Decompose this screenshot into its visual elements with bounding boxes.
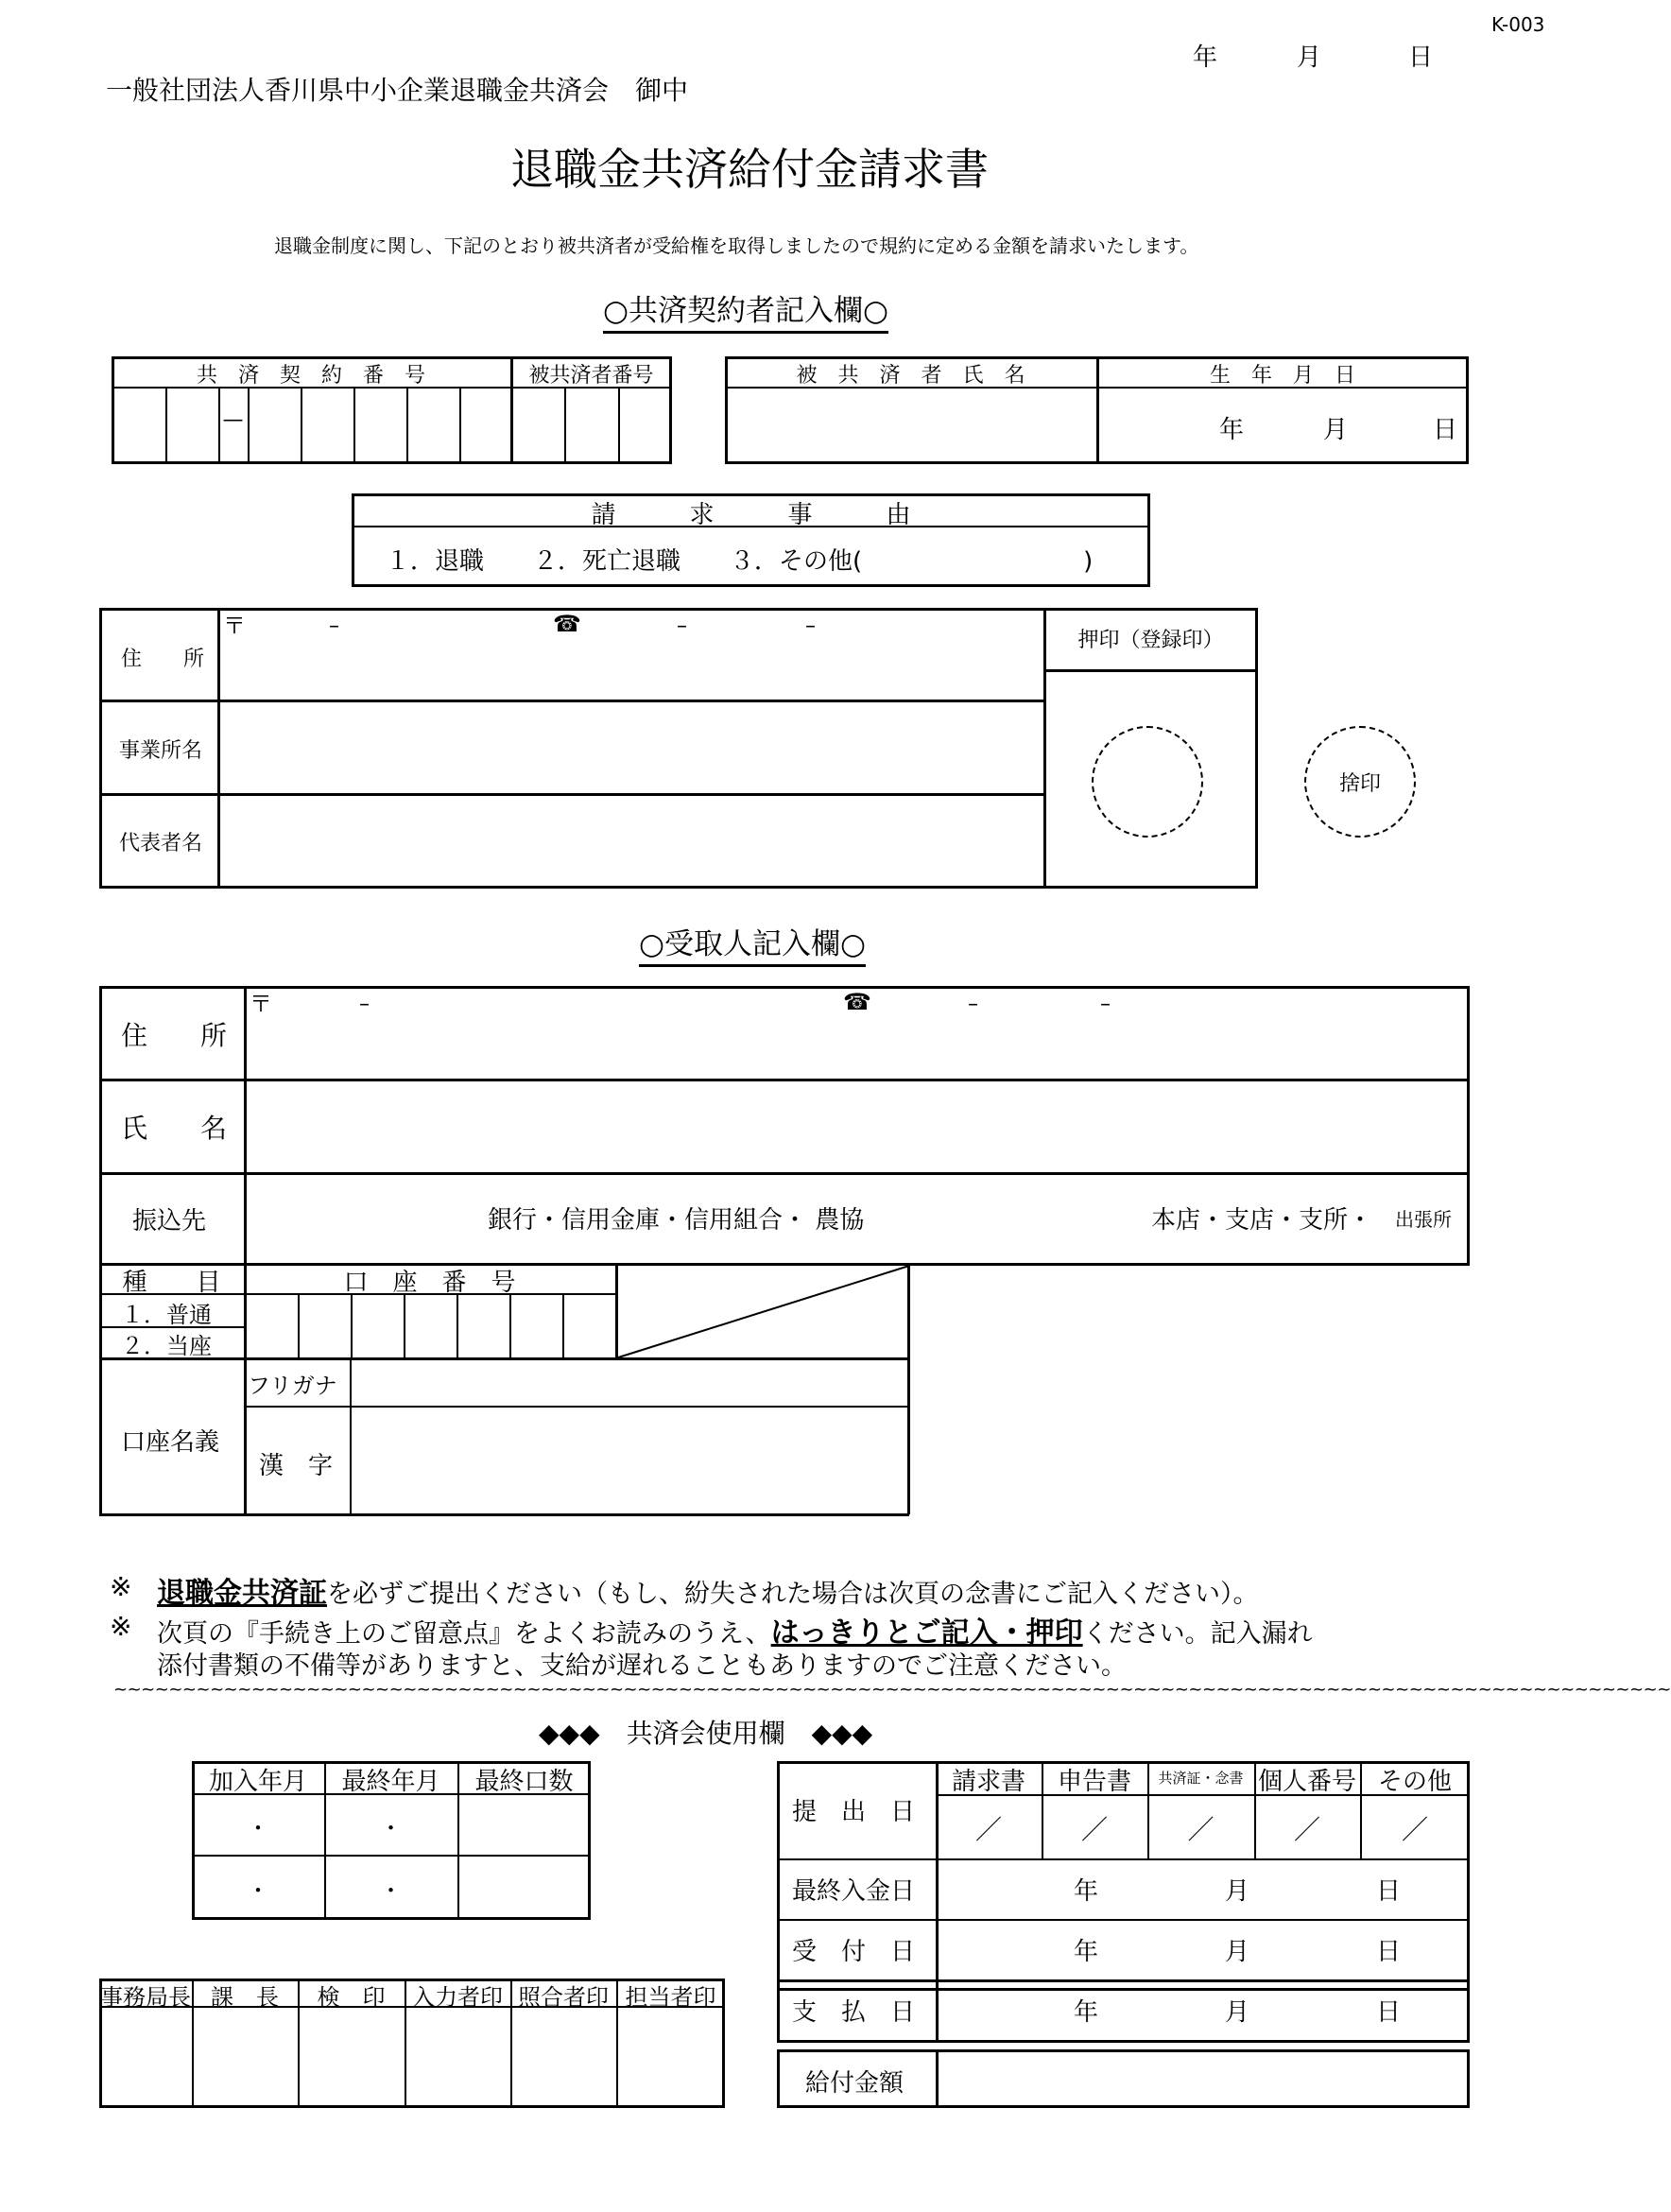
note-1-rest: を必ずご提出ください（もし、紛失された場合は次頁の念書にご記入ください）。 [327,1580,1259,1609]
insured-no-label: 被共済者番号 [528,364,654,388]
submit-header-claim: 請求書 [951,1768,1025,1796]
birth-month-label: 月 [1323,416,1349,444]
registered-seal-circle[interactable] [1092,726,1203,838]
office-name-label: 事業所名 [119,739,203,763]
last-units-label: 最終口数 [474,1768,574,1796]
note-2-pre: 次頁の『手続き上のご留意点』をよくお読みのうえ、 [157,1619,771,1649]
representative-label: 代表者名 [119,832,203,855]
submit-header-mynumber: 個人番号 [1257,1768,1356,1796]
transfer-label: 振込先 [132,1207,207,1236]
branch-small[interactable]: 出張所 [1395,1208,1452,1231]
birth-date-label: 生 年 月 日 [1209,364,1355,388]
slash-other: ／ [1401,1814,1428,1845]
received-year: 年 [1074,1938,1099,1966]
insured-name-label: 被 共 済 者 氏 名 [796,364,1025,388]
stamp-header-director: 事務局長 [100,1984,191,2011]
last-payment-label: 最終入金日 [792,1877,916,1906]
paid-date-label: 支 払 日 [792,1998,916,2027]
recipient-phone-dash-1: – [968,993,978,1016]
paid-day: 日 [1376,1998,1402,2027]
recipient-section-heading: ○受取人記入欄○ [639,920,866,967]
header-day-label: 日 [1408,43,1434,72]
kind-option-2[interactable]: ２．当座 [121,1333,212,1359]
recipient-name-field[interactable] [250,1083,1464,1168]
received-day: 日 [1376,1938,1402,1966]
contract-no-label: 共 済 契 約 番 号 [196,364,425,388]
benefit-amount-field[interactable] [939,2052,1467,2105]
slash-mynumber: ／ [1293,1814,1320,1845]
slash-report: ／ [1080,1814,1108,1845]
dot: ・ [379,1877,403,1904]
addressee: 一般社団法人香川県中小企業退職金共済会 御中 [106,75,689,106]
recipient-postal-dash: – [359,993,370,1016]
join-month-label: 加入年月 [208,1768,307,1796]
submit-header-certificate: 共済証・念書 [1158,1770,1244,1787]
received-date-label: 受 付 日 [792,1938,916,1966]
dot: ・ [379,1815,403,1841]
form-title: 退職金共済給付金請求書 [510,144,989,195]
header-month-label: 月 [1297,43,1322,72]
seal-label: 押印（登録印） [1077,629,1224,652]
account-number-field[interactable] [246,1295,614,1356]
discard-seal-label: 捨印 [1338,772,1381,796]
note-2-bold: はっきりとご記入・押印 [770,1616,1083,1650]
diagonal-slash [615,1266,909,1358]
holder-label: 口座名義 [121,1428,220,1457]
recipient-postal-mark: 〒 [250,991,272,1017]
contractor-postal-mark: 〒 [223,613,246,639]
intro-text: 退職金制度に関し、下記のとおり被共済者が受給権を取得しましたので規約に定める金額を請求いたします。 [274,234,1199,257]
dot: ・ [247,1877,269,1904]
kind-option-1[interactable]: １．普通 [121,1302,212,1328]
contractor-address-field[interactable] [223,638,1036,695]
furigana-field[interactable] [353,1360,905,1404]
office-section-heading: ◆◆◆ 共済会使用欄 ◆◆◆ [539,1718,873,1749]
note-3: 添付書類の不備等がありますと、支給が遅れることもありますのでご注意ください。 [157,1651,1127,1681]
benefit-amount-label: 給付金額 [805,2069,904,2098]
last-payment-year: 年 [1074,1877,1099,1906]
stamp-header-inspection: 検 印 [317,1984,386,2011]
note-mark-1: ※ [110,1571,132,1602]
last-payment-month: 月 [1225,1877,1250,1906]
submit-header-other: その他 [1377,1768,1452,1796]
insured-name-field[interactable] [728,389,1094,462]
kanji-field[interactable] [353,1408,905,1511]
office-name-field[interactable] [223,704,1036,789]
recipient-address-label: 住 所 [121,1020,228,1051]
phone-icon: ☎ [553,611,581,637]
contract-no-digit-cell[interactable] [114,389,164,462]
last-payment-day: 日 [1376,1877,1402,1906]
bank-types[interactable]: 銀行・信用金庫・信用組合・ 農協 [488,1206,865,1235]
header-year-label: 年 [1193,43,1218,72]
contractor-phone-dash-2: – [805,614,816,638]
contract-no-dash: — [222,408,244,432]
birth-day-label: 日 [1433,416,1458,444]
note-2-rest: ください。記入漏れ [1082,1619,1313,1649]
slash-certificate: ／ [1187,1814,1214,1845]
received-month: 月 [1225,1938,1250,1966]
stamp-header-verify: 照合者印 [518,1984,609,2011]
recipient-address-field[interactable] [250,1016,1464,1073]
phone-icon: ☎ [843,989,871,1015]
recipient-phone-dash-2: – [1100,993,1111,1016]
kind-label: 種 目 [122,1269,221,1297]
paid-year: 年 [1074,1998,1099,2027]
stamp-header-input: 入力者印 [412,1984,503,2011]
last-month-label: 最終年月 [341,1768,440,1796]
stamp-header-section-chief: 課 長 [211,1984,279,2011]
birth-year-label: 年 [1219,416,1245,444]
claim-reason-options[interactable]: １．退職 ２．死亡退職 ３．その他( ) [386,547,1094,576]
slash-claim: ／ [974,1814,1002,1845]
note-1 [157,1569,1259,1611]
submit-header-report: 申告書 [1057,1768,1131,1796]
claim-reason-label: 請 求 事 由 [591,501,911,529]
separator-wave: ~~~~~~~~~~~~~~~~~~~~~~~~~~~~~~~~~~~~~~~~~~~~~~~~~~~~~~~~~~~~~~~~~~~~~~~~~~~~~~~~~~~~~~~~~~~~~~~~~~~~~~~~~~~~~~~~~ [113,1680,1671,1700]
paid-month: 月 [1225,1998,1250,2027]
contractor-phone-dash-1: – [677,614,687,638]
recipient-name-label: 氏 名 [121,1113,228,1144]
account-no-label: 口 座 番 号 [343,1269,516,1297]
contractor-address-label: 住 所 [121,648,205,671]
note-mark-2: ※ [110,1611,132,1642]
branch-types[interactable]: 本店・支店・支所・ [1151,1206,1373,1235]
form-code: K-003 [1491,13,1545,36]
submit-date-label: 提 出 日 [792,1798,916,1826]
representative-field[interactable] [223,799,1036,884]
contractor-section-heading: ○共済契約者記入欄○ [603,286,888,334]
furigana-label: フリガナ [248,1373,337,1399]
stamp-header-person: 担当者印 [625,1984,716,2011]
kanji-label: 漢 字 [259,1452,334,1480]
note-1-bold: 退職金共済証 [157,1577,327,1610]
contractor-postal-dash: – [329,614,339,638]
dot: ・ [247,1815,269,1841]
